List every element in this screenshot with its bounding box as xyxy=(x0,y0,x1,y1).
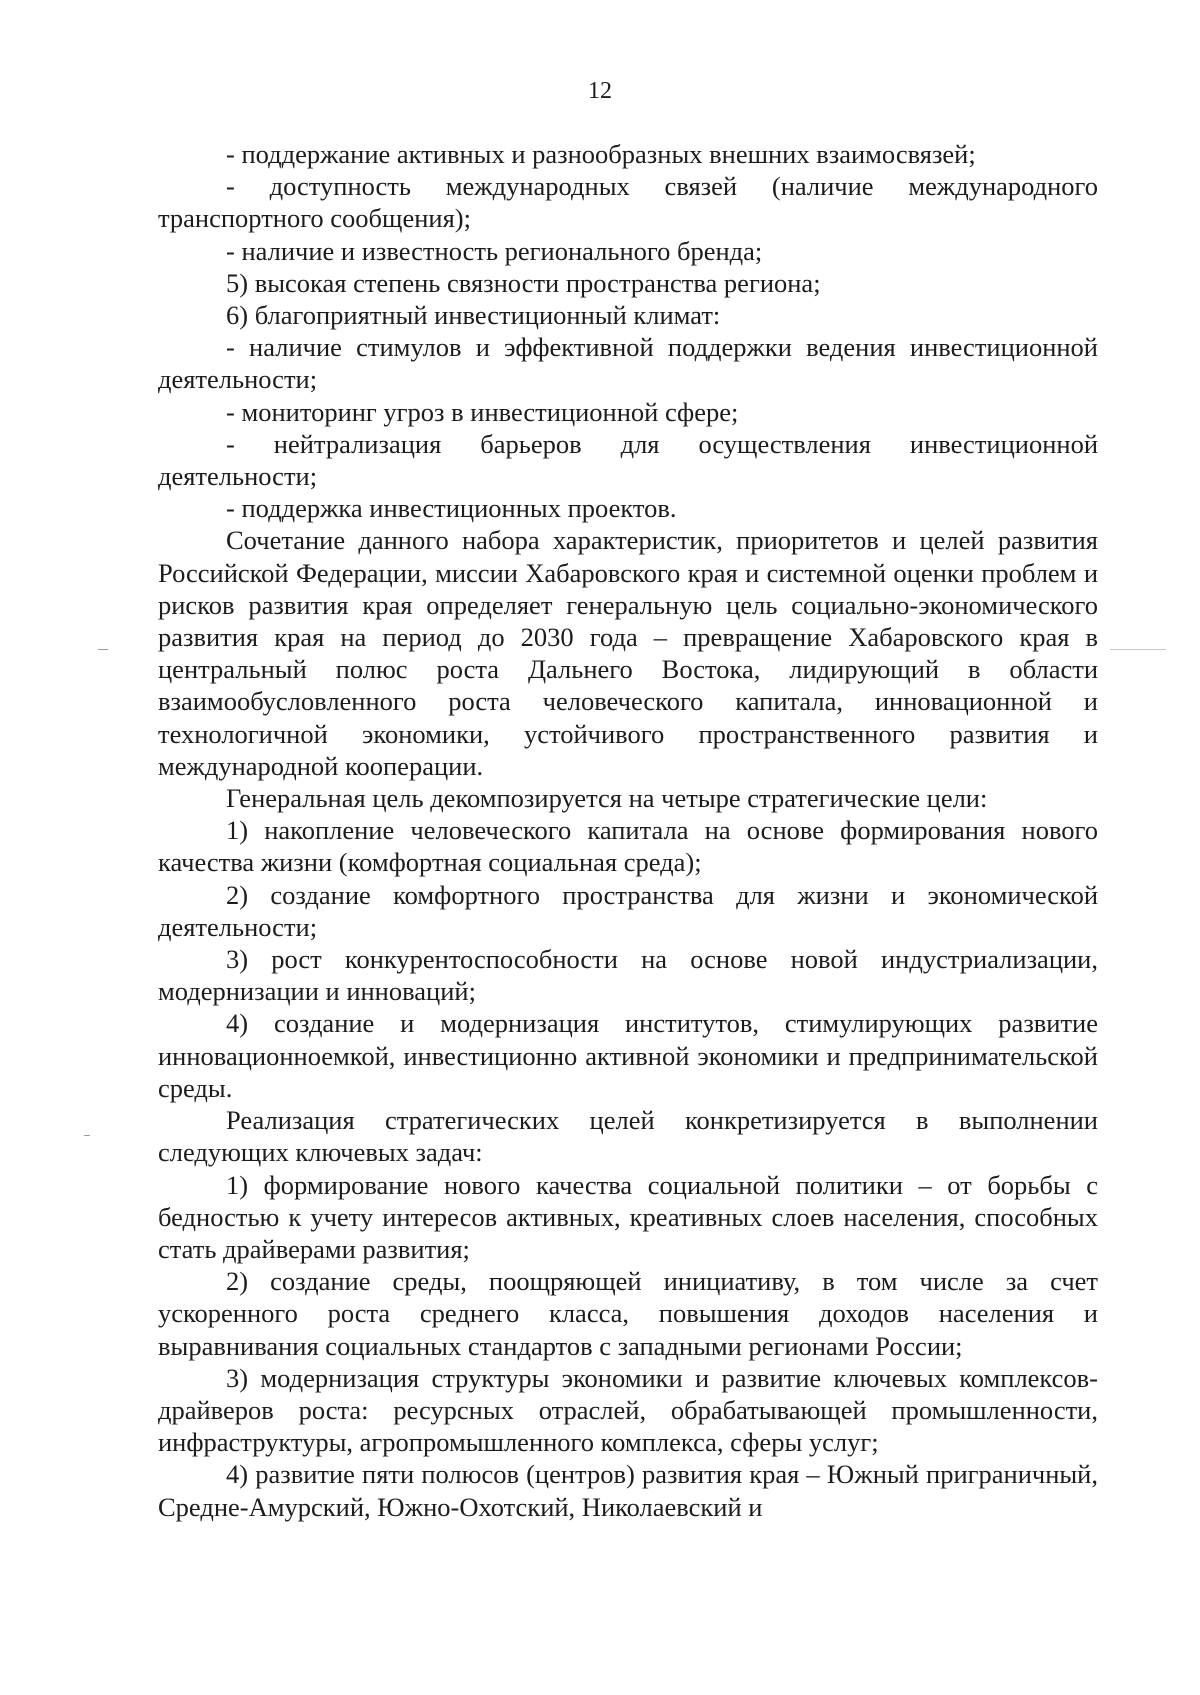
paragraph: 1) формирование нового качества социальной политики – от борьбы с бедностью к учету интересов активных, креативных слоев населения, способных стать драйверами развития; xyxy=(158,1169,1098,1264)
paragraph: 2) создание комфортного пространства для жизни и экономической деятельности; xyxy=(158,879,1098,942)
page-number: 12 xyxy=(588,78,612,104)
scan-artifact-left-lower xyxy=(84,1135,90,1136)
paragraph: - нейтрализация барьеров для осуществления инвестиционной деятельности; xyxy=(158,428,1098,492)
paragraph: 4) развитие пяти полюсов (центров) развития края – Южный приграничный, Средне-Амурский, Южно-Охотский, Николаевский и xyxy=(158,1459,1098,1522)
paragraph: 6) благоприятный инвестиционный климат: xyxy=(226,300,721,331)
paragraph: - мониторинг угроз в инвестиционной сфере; xyxy=(226,396,739,427)
paragraph: 5) высокая степень связности пространства региона; xyxy=(226,267,821,298)
paragraph: 3) модернизация структуры экономики и развитие ключевых комплексов-драйверов роста: ресурсных отраслей, обрабатывающей промышленности, инфраструктуры, агропромышленного комплекса, сферы услуг; xyxy=(158,1362,1098,1458)
paragraph: - поддержка инвестиционных проектов. xyxy=(226,493,677,524)
document-body xyxy=(158,138,1098,1523)
paragraph: Сочетание данного набора характеристик, приоритетов и целей развития Российской Федерации, миссии Хабаровского края и системной оценки проблем и рисков развития края определяет генеральную цель социально-экономического развития края на период до 2030 года – превращение Хабаровского края в центральный полюс роста Дальнего Востока, лидирующий в области взаимообусловленного роста человеческого капитала, инновационной и технологичной экономики, устойчивого пространственного развития и международной кооперации. xyxy=(158,525,1098,781)
paragraph: - наличие стимулов и эффективной поддержки ведения инвестиционной деятельности; xyxy=(158,332,1098,395)
paragraph: - наличие и известность регионального бренда; xyxy=(226,235,763,266)
scan-artifact-left xyxy=(98,649,108,650)
paragraph: - доступность международных связей (наличие международного транспортного сообщения); xyxy=(158,171,1098,234)
paragraph: Генеральная цель декомпозируется на четыре стратегические цели: xyxy=(226,783,988,814)
paragraph: 1) накопление человеческого капитала на основе формирования нового качества жизни (комфортная социальная среда); xyxy=(158,815,1098,878)
paragraph: 3) рост конкурентоспособности на основе новой индустриализации, модернизации и инноваций; xyxy=(158,944,1098,1007)
paragraph: Реализация стратегических целей конкретизируется в выполнении следующих ключевых задач: xyxy=(158,1105,1098,1168)
scan-artifact-right xyxy=(1110,649,1166,650)
paragraph: - поддержание активных и разнообразных внешних взаимосвязей; xyxy=(226,139,976,169)
paragraph: 4) создание и модернизация институтов, стимулирующих развитие инновационноемкой, инвестиционно активной экономики и предпринимательской среды. xyxy=(158,1008,1098,1103)
paragraph: 2) создание среды, поощряющей инициативу, в том числе за счет ускоренного роста среднего класса, повышения доходов населения и выравнивания социальных стандартов с западными регионами России; xyxy=(158,1266,1098,1361)
